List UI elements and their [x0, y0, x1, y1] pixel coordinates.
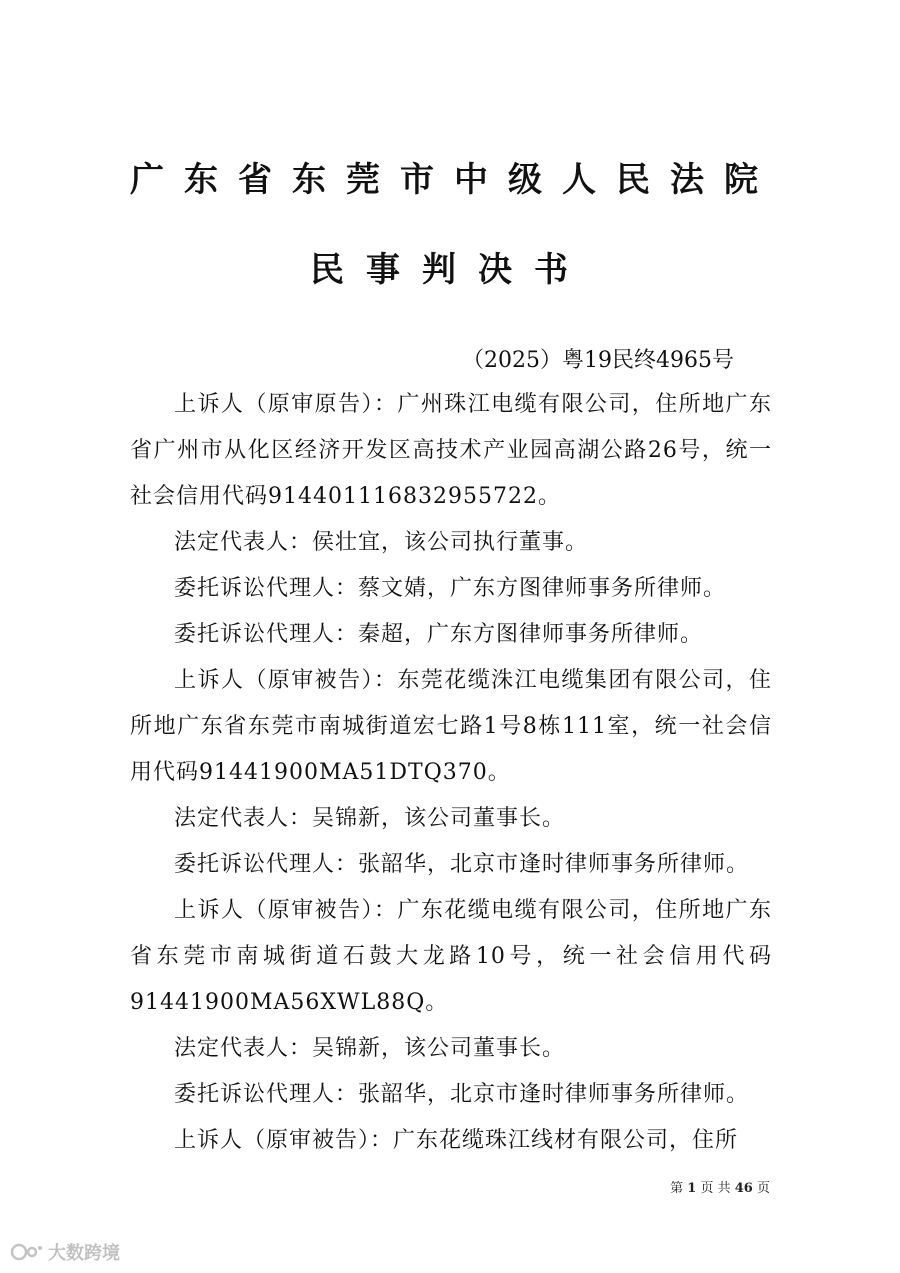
- footer-suffix: 页: [756, 1181, 770, 1196]
- document-body: [130, 382, 772, 1164]
- paragraph-appellant-1: 上诉人（原审原告）：广州珠江电缆有限公司，住所地广东省广州市从化区经济开发区高技术产业园高湖公路26号，统一社会信用代码91440111683295572​2。: [130, 392, 772, 509]
- watermark: [10, 1238, 120, 1266]
- footer-prefix: 第: [670, 1181, 684, 1196]
- paragraph-appellant-4: 上诉人（原审被告）：广东花缆珠江线材有限公司，住所: [174, 1128, 739, 1153]
- paragraph-legal-rep-2: 法定代表人：吴锦新，该公司董事长。: [174, 806, 566, 831]
- paragraph-agent-3: 委托诉讼代理人：张韶华，北京市逢时律师事务所律师。: [174, 852, 750, 877]
- paragraph-appellant-2: 上诉人（原审被告）：东莞花缆洙江电缆集团有限公司，住所地广东省东莞市南城街道宏七路1号8栋111室，统一社会信用代码91441900MA51DTQ370。: [130, 668, 772, 785]
- paragraph-agent-1: 委托诉讼代理人：蔡文婧，广东方图律师事务所律师。: [174, 576, 727, 601]
- total-page-count: 46: [734, 1181, 753, 1196]
- document-type-heading: 民事判决书: [310, 250, 590, 290]
- paragraph-legal-rep-1: 法定代表人：侯壮宜，该公司执行董事。: [174, 530, 589, 555]
- paragraph-legal-rep-3: 法定代表人：吴锦新，该公司董事长。: [174, 1036, 566, 1061]
- court-name-heading: 广东省东莞市中级人民法院: [130, 160, 778, 200]
- case-number: （2025）粤19民终4965号: [462, 348, 734, 373]
- brand-logo-icon: [10, 1241, 44, 1263]
- page-number-footer: [670, 1180, 770, 1198]
- paragraph-agent-4: 委托诉讼代理人：张韶华，北京市逢时律师事务所律师。: [174, 1082, 750, 1107]
- footer-middle: 页 共: [700, 1181, 731, 1196]
- paragraph-agent-2: 委托诉讼代理人：秦超，广东方图律师事务所律师。: [174, 622, 704, 647]
- paragraph-appellant-3: 上诉人（原审被告）：广东花缆电缆有限公司，住所地广东省东莞市南城街道石鼓大龙路10号，统一社会信用代码91441900MA56XWL88Q。: [130, 898, 772, 1015]
- watermark-text: 大数跨境: [48, 1243, 120, 1264]
- current-page-number: 1: [687, 1181, 697, 1196]
